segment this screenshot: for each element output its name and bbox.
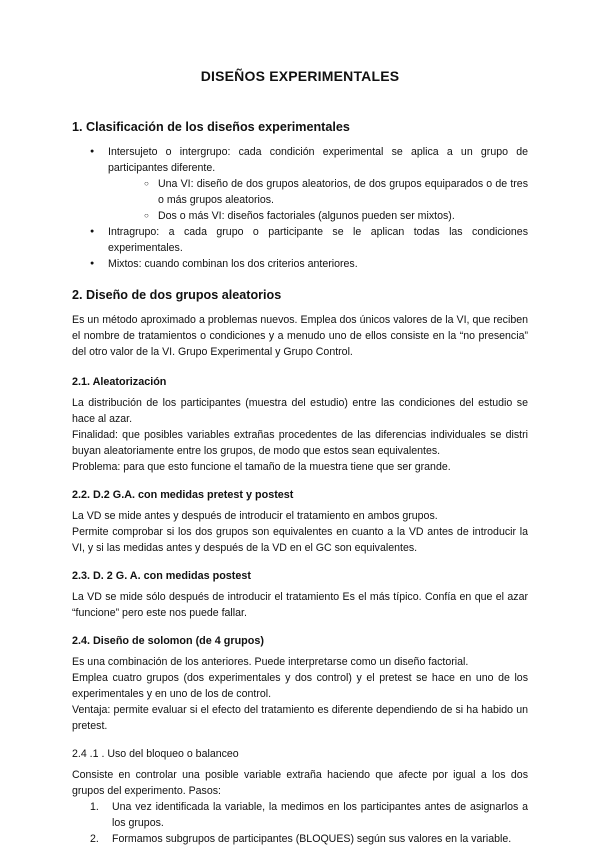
paragraph: La distribución de los participantes (muestra del estudio) entre las condiciones del estudio se hace al azar. xyxy=(72,397,528,425)
list-item-text: Intersujeto o intergrupo: cada condición experimental se aplica a un grupo de participantes diferente. xyxy=(108,146,528,174)
list-item xyxy=(90,144,528,224)
subsection-2-3-heading: 2.3. D. 2 G. A. con medidas postest xyxy=(72,570,251,582)
paragraph: La VD se mide antes y después de introducir el tratamiento en ambos grupos. xyxy=(72,510,438,522)
page-title: DISEÑOS EXPERIMENTALES xyxy=(200,68,400,84)
subsection-2-2-heading: 2.2. D.2 G.A. con medidas pretest y postest xyxy=(72,489,294,501)
section-2-intro: Es un método aproximado a problemas nuevos. Emplea dos únicos valores de la VI, que reciben el nombre de tratamientos o condiciones y a menudo uno de ellos consiste en la “no presencia” del otro valor de la VI. Grupo Experimental y Grupo Control. xyxy=(72,314,528,358)
paragraph: Es una combinación de los anteriores. Puede interpretarse como un diseño factorial. xyxy=(72,656,469,668)
document-body xyxy=(72,118,528,847)
paragraph: Finalidad: que posibles variables extrañas procedentes de las diferencias individuales se distri buyan aleatoriamente entre los grupos, de modo que estos sean equivalentes. xyxy=(72,429,528,457)
step-number: 1. xyxy=(90,801,99,813)
sublist-item: ○ Dos o más VI: diseños factoriales (algunos pueden ser mixtos). xyxy=(144,208,528,224)
paragraph: Consiste en controlar una posible variable extraña haciendo que afecte por igual a los dos grupos del experimento. Pasos: xyxy=(72,769,528,797)
steps-list xyxy=(72,799,528,847)
paragraph: Ventaja: permite evaluar si el efecto del tratamiento es diferente dependiendo de si ha habido un pretest. xyxy=(72,704,528,732)
paragraph: Emplea cuatro grupos (dos experimentales y dos control) y el pretest se hace en uno de los experimentales y en uno de los de control. xyxy=(72,672,528,700)
subsection-2-1-heading: 2.1. Aleatorización xyxy=(72,376,167,388)
list-item: ● Mixtos: cuando combinan los dos criterios anteriores. xyxy=(90,256,528,272)
step-number: 2. xyxy=(90,833,99,845)
section-2-heading: 2. Diseño de dos grupos aleatorios xyxy=(72,288,282,302)
paragraph: La VD se mide sólo después de introducir el tratamiento Es el más típico. Confía en que el azar “funcione” pero este nos puede fallar. xyxy=(72,591,528,619)
step-item xyxy=(90,799,528,831)
step-text: Una vez identificada la variable, la medimos en los participantes antes de asignarlos a los grupos. xyxy=(112,801,528,829)
paragraph: Permite comprobar si los dos grupos son equivalentes en cuanto a la VD antes de introducir la VI, y si las medidas antes y después de la VD en el GC son equivalentes. xyxy=(72,526,528,554)
step-item xyxy=(90,831,528,847)
sublist xyxy=(108,176,528,224)
subsection-2-4-1-heading: 2.4 .1 . Uso del bloqueo o balanceo xyxy=(72,748,239,760)
classification-list xyxy=(72,144,528,272)
subsection-2-4-heading: 2.4. Diseño de solomon (de 4 grupos) xyxy=(72,635,264,647)
paragraph: Problema: para que esto funcione el tamaño de la muestra tiene que ser grande. xyxy=(72,461,451,473)
sublist-item: ○ Una VI: diseño de dos grupos aleatorios, de dos grupos equiparados o de tres o más grupos aleatorios. xyxy=(144,176,528,208)
list-item: ● Intragrupo: a cada grupo o participante se le aplican todas las condiciones experimentales. xyxy=(90,224,528,256)
step-text: Formamos subgrupos de participantes (BLOQUES) según sus valores en la variable. xyxy=(112,833,512,845)
section-1-heading: 1. Clasificación de los diseños experimentales xyxy=(72,120,350,134)
